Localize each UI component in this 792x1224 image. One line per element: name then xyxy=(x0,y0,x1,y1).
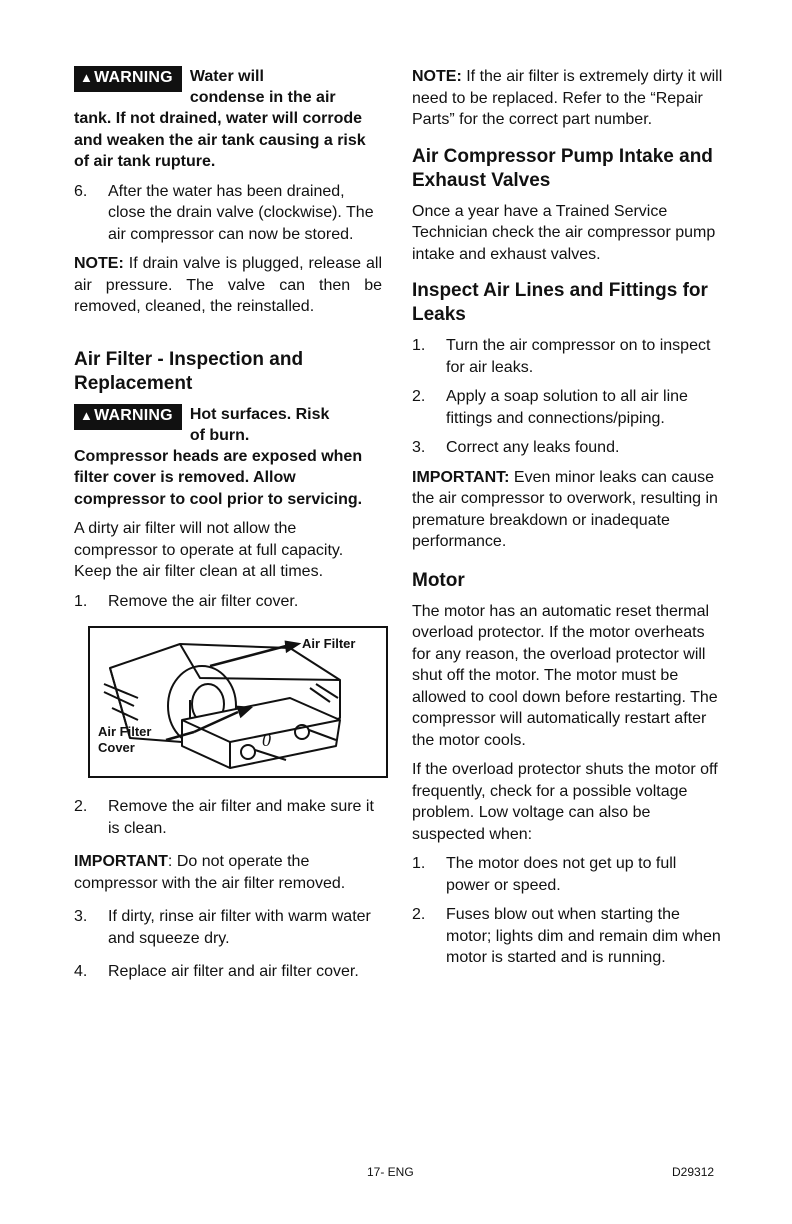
list-item: 1. The motor does not get up to full power or speed. xyxy=(412,855,677,894)
warning-badge: ▲WARNING xyxy=(74,66,182,92)
section-heading-pump-valves: Air Compressor Pump Intake and Exhaust Valves xyxy=(412,145,713,191)
list-item: 2. Remove the air filter and make sure it is clean. xyxy=(74,798,374,837)
warning-triangle-icon: ▲ xyxy=(80,70,94,85)
warning-body: Compressor heads are exposed when filter cover is removed. Allow compressor to cool prior to servicing. xyxy=(74,447,363,508)
document-code: D29312 xyxy=(672,1165,715,1179)
warning-headline: Hot surfaces. Risk of burn. xyxy=(189,405,330,444)
list-item: 3. If dirty, rinse air filter with warm water and squeeze dry. xyxy=(74,908,371,947)
list-item: 1. Turn the air compressor on to inspect for air leaks. xyxy=(412,337,711,376)
air-filter-diagram xyxy=(88,626,388,778)
svg-text:0: 0 xyxy=(262,730,271,750)
list-item: 2. Fuses blow out when starting the motor; lights dim and remain dim when motor is started and is running. xyxy=(412,906,721,966)
right-column xyxy=(412,66,724,969)
section-heading-motor: Motor xyxy=(412,569,465,591)
overload-paragraph: If the overload protector shuts the motor off frequently, check for a possible voltage problem. Low voltage can also be suspected when: xyxy=(412,761,718,843)
list-item: 1. Remove the air filter cover. xyxy=(74,592,299,610)
section-heading-inspect-leaks: Inspect Air Lines and Fittings for Leaks xyxy=(412,280,708,325)
warning-badge: ▲WARNING xyxy=(74,404,182,430)
section-heading-air-filter: Air Filter - Inspection and Replacement xyxy=(74,348,304,394)
warning-triangle-icon: ▲ xyxy=(80,407,94,423)
list-item: 4. Replace air filter and air filter cover. xyxy=(74,963,359,980)
page-number: 17- ENG xyxy=(367,1165,414,1179)
important-leaks-note: IMPORTANT: Even minor leaks can cause the air compressor to overwork, resulting in premature breakdown or inadequate performance. xyxy=(412,468,718,550)
note-drain-valve: NOTE: If drain valve is plugged, release all air pressure. The valve can then be removed, cleaned, the reinstalled. xyxy=(74,255,382,315)
list-item: 2. Apply a soap solution to all air line fittings and connections/piping. xyxy=(412,388,688,427)
list-item: 3. Correct any leaks found. xyxy=(412,439,620,456)
warning-hot-surfaces xyxy=(74,404,382,511)
note-filter-replace: NOTE: If the air filter is extremely dirty it will need to be replaced. Refer to the “Repair Parts” for the correct part number. xyxy=(412,68,723,128)
left-column xyxy=(74,66,382,983)
dirty-filter-paragraph: A dirty air filter will not allow the compressor to operate at full capacity. Keep the air filter clean at all times. xyxy=(74,520,344,580)
important-filter-note: IMPORTANT: Do not operate the compressor with the air filter removed. xyxy=(74,853,346,892)
pump-paragraph: Once a year have a Trained Service Technician check the air compressor pump intake and exhaust valves. xyxy=(412,202,716,263)
warning-body: tank. If not drained, water will corrode and weaken the air tank causing a risk of air tank rupture. xyxy=(74,110,366,170)
warning-headline: Water will condense in the air xyxy=(189,68,336,106)
label-air-filter: Air Filter xyxy=(302,636,356,651)
motor-paragraph: The motor has an automatic reset thermal overload protector. If the motor overheats for any reason, the overload protector will shut off the motor. The motor must be allowed to cool down before restarting. The compressor will automatically restart after the motor cools. xyxy=(412,602,718,749)
warning-water-condense xyxy=(74,66,382,173)
label-air-filter-cover: Air Filter Cover xyxy=(98,724,152,755)
list-item: 6. After the water has been drained, close the drain valve (clockwise). The air compressor can now be stored. xyxy=(74,182,374,243)
